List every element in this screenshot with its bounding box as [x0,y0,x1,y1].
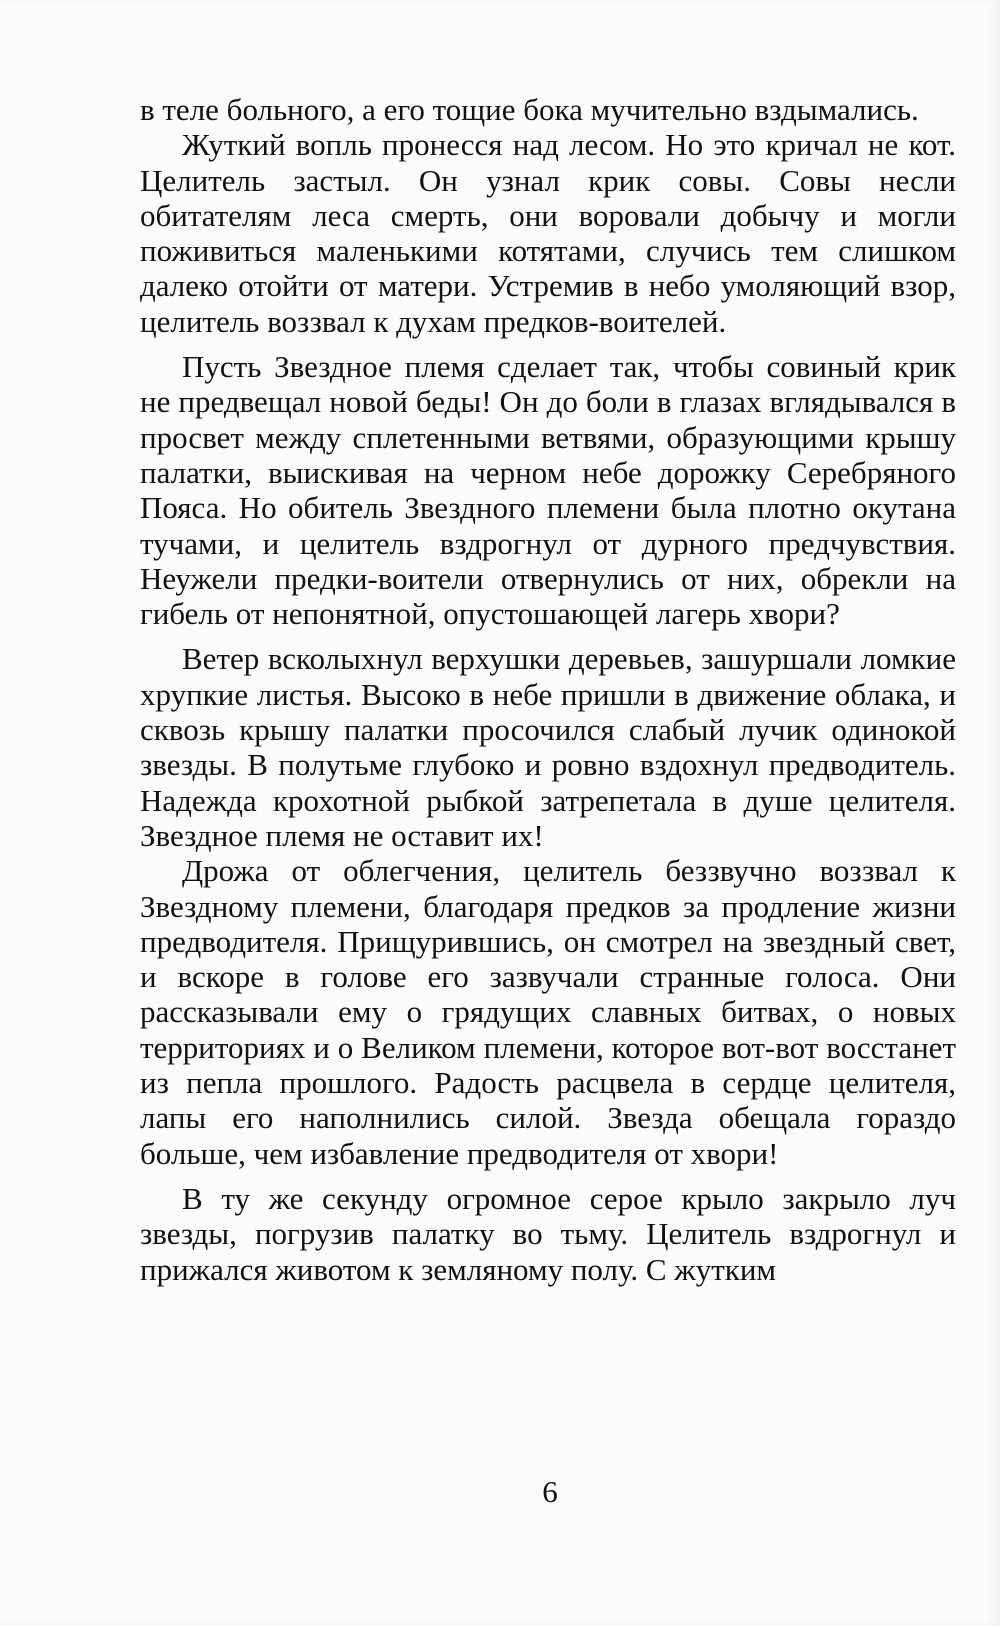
paragraph-5: Дрожа от облегчения, целитель беззвучно воззвал к Звездному племени, благодаря предков за продление жизни предводителя. Прищурившись, он смотрел на звездный свет, и вскоре в голове его зазвучали странные голоса. Они рассказывали ему о грядущих славных битвах, о новых территориях и о Великом племени, которое вот-вот восстанет из пепла прошлого. Радость расцвела в сердце целителя, лапы его наполнились силой. Звезда обещала гораздо больше, чем избавление предводителя от хвори! [140,853,956,1171]
paragraph-1: в теле больного, а его тощие бока мучительно вздымались. [140,92,919,127]
page-number: 6 [542,1474,558,1509]
paragraph-4: Ветер всколыхнул верхушки деревьев, зашуршали ломкие хрупкие листья. Высоко в небе пришли в движение облака, и сквозь крышу палатки просочился слабый лучик одинокой звезды. В полутьме глубоко и ровно вздохнул предводитель. Надежда крохотной рыбкой затрепетала в душе целителя. Звездное племя не оставит их! [140,641,956,853]
paragraph-2: Жуткий вопль пронесся над лесом. Но это кричал не кот. Целитель застыл. Он узнал крик совы. Совы несли обитателям леса смерть, они воровали добычу и могли поживиться маленькими котятами, случись тем слишком далеко отойти от матери. Устремив в небо умоляющий взор, целитель воззвал к духам предков-воителей. [140,127,956,339]
paragraph-6: В ту же секунду огромное серое крыло закрыло луч звезды, погрузив палатку во тьму. Целитель вздрогнул и прижался животом к земляному полу. С жутким [140,1180,956,1287]
paragraph-3: Пусть Звездное племя сделает так, чтобы совиный крик не предвещал новой беды! Он до боли в глазах вглядывался в просвет между сплетенными ветвями, образующими крышу палатки, выискивая на черном небе дорожку Серебряного Пояса. Но обитель Звездного племени была плотно окутана тучами, и целитель вздрогнул от дурного предчувствия. Неужели предки-воители отвернулись от них, обрекли на гибель от непонятной, опустошающей лагерь хвори? [140,349,956,632]
body-text [140,92,956,1287]
